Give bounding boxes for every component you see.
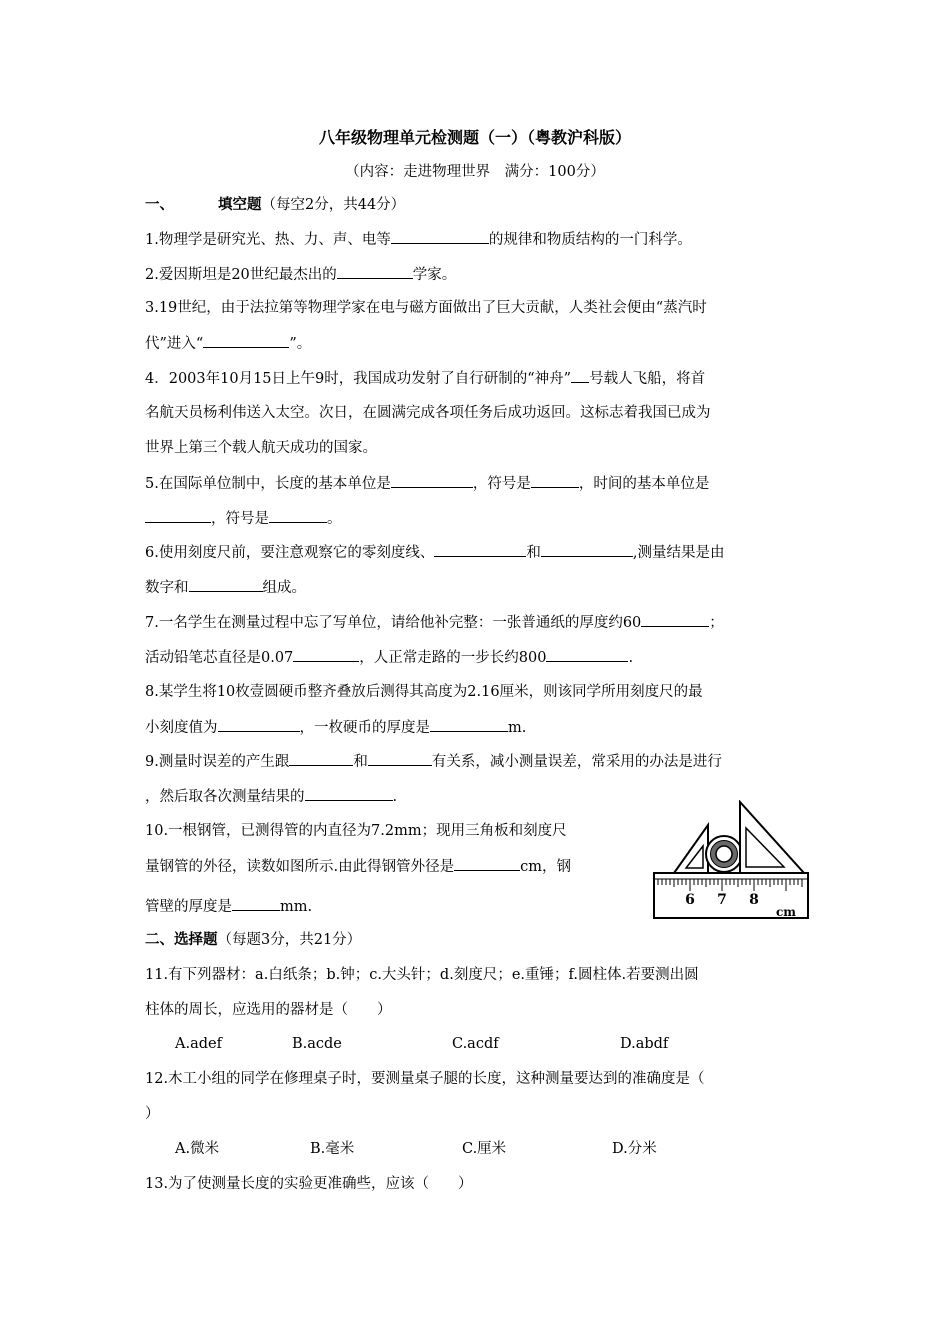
q5-text-c: ，时间的基本单位是 [578,476,710,492]
q10-text-a: 量钢管的外径，读数如图所示.由此得钢管外径是 [145,859,455,875]
q3-blank[interactable] [203,333,289,348]
question-13-line-1: 13.为了使测量长度的实验更准确些，应该（ ） [145,1176,473,1192]
ruler-unit-label: cm [775,905,797,919]
question-7-line-1 [145,612,724,633]
q11-option-d[interactable]: D.abdf [620,1036,669,1052]
q6-blank-3[interactable] [189,577,263,592]
q1-text-a: 1.物理学是研究光、热、力、声、电等 [145,232,391,248]
section-1-name: 填空题 [218,196,262,213]
question-10-line-2 [145,856,571,877]
q3-text-a: 代”进入“ [145,336,204,352]
question-6-line-2 [145,577,306,598]
q11-option-c[interactable]: C.acdf [452,1036,499,1052]
q7-blank-3[interactable] [546,647,628,662]
q8-text-a: 小刻度值为 [145,720,218,736]
q5-text-d: ，符号是 [211,511,269,527]
q9-text-b: 和 [353,754,368,770]
q12-option-b[interactable]: B.毫米 [310,1141,355,1157]
q6-blank-1[interactable] [434,542,526,557]
q6-text-e: 组成。 [262,580,306,596]
question-7-line-2 [145,647,633,668]
q10-text-b: cm，钢 [520,859,571,875]
q12-option-c[interactable]: C.厘米 [462,1141,507,1157]
section-2-name: 二、选择题 [145,931,218,948]
q7-text-d: ，人正常走路的一步长约800 [359,650,547,666]
question-3-line-2 [145,333,311,354]
q12-option-d[interactable]: D.分米 [612,1141,657,1157]
q6-text-c: ,测量结果是由 [632,545,725,561]
q6-text-a: 6.使用刻度尺前，要注意观察它的零刻度线、 [145,545,435,561]
q7-text-a: 7.一名学生在测量过程中忘了写单位，请给他补完整：一张普通纸的厚度约60 [145,615,642,631]
q5-blank-1[interactable] [391,473,473,488]
question-10-line-1: 10.一根钢管，已测得管的内直径为7.2mm；现用三角板和刻度尺 [145,823,567,839]
q10-blank-2[interactable] [232,896,280,911]
ruler-label-8: 8 [749,892,759,908]
question-12-line-1: 12.木工小组的同学在修理桌子时，要测量桌子腿的长度，这种测量要达到的准确度是（ [145,1071,705,1087]
question-8-line-2 [145,717,526,738]
question-6-line-1 [145,542,724,563]
q6-text-d: 数字和 [145,580,189,596]
q4-blank[interactable] [571,368,589,383]
ruler-label-7: 7 [717,892,727,908]
q6-blank-2[interactable] [541,542,633,557]
q5-text-b: ，符号是 [472,476,531,492]
q8-blank-2[interactable] [430,717,508,732]
page-title: 八年级物理单元检测题（一）（粤教沪科版） [318,128,631,147]
question-2 [145,264,456,285]
section-2-note: （每题3分，共21分） [217,932,362,948]
q7-text-e: . [628,650,634,666]
section-1-note: （每空2分，共44分） [261,197,406,213]
ruler-pipe-figure [650,800,812,922]
q3-text-b: ”。 [289,336,312,352]
q10-blank-1[interactable] [454,856,520,871]
q5-blank-4[interactable] [269,508,327,523]
q8-blank-1[interactable] [218,717,300,732]
ruler-label-6: 6 [685,892,695,908]
q10-text-d: mm. [280,899,313,915]
q4-text-b: 号载人飞船，将首 [589,371,706,387]
q7-blank-2[interactable] [293,647,359,662]
q9-blank-3[interactable] [305,786,393,801]
q4-text-a: 4．2003年10月15日上午9时，我国成功发射了自行研制的“神舟” [145,371,572,387]
q1-blank[interactable] [391,229,489,244]
q5-text-a: 5.在国际单位制中，长度的基本单位是 [145,476,391,492]
q9-text-a: 9.测量时误差的产生跟 [145,754,290,770]
q11-option-b[interactable]: B.acde [292,1036,342,1052]
section-2-heading [145,930,361,950]
q9-text-e: . [392,789,398,805]
q7-blank-1[interactable] [641,612,709,627]
q5-text-e: 。 [327,511,342,527]
question-9-line-1 [145,751,722,772]
q9-text-d: ，然后取各次测量结果的 [145,789,305,805]
q12-option-a[interactable]: A.微米 [175,1141,220,1157]
q8-text-b: ，一枚硬币的厚度是 [299,720,430,736]
q10-text-c: 管壁的厚度是 [145,899,232,915]
q11-option-a[interactable]: A.adef [175,1036,222,1052]
q6-text-b: 和 [526,545,541,561]
q2-text-a: 2.爱因斯坦是20世纪最杰出的 [145,267,337,283]
question-10-line-3 [145,896,312,917]
q8-text-c: m. [508,720,527,736]
question-5-line-1 [145,473,709,494]
question-12-line-2: ） [145,1106,160,1122]
question-11-line-1: 11.有下列器材：a.白纸条；b.钟；c.大头针；d.刻度尺；e.重锤；f.圆柱体.若要测出圆 [145,967,699,983]
q5-blank-3[interactable] [145,508,211,523]
q9-blank-2[interactable] [368,751,432,766]
question-5-line-2 [145,508,342,529]
question-3-line-1: 3.19世纪，由于法拉第等物理学家在电与磁方面做出了巨大贡献，人类社会便由“蒸汽时 [145,300,707,316]
q5-blank-2[interactable] [531,473,579,488]
question-4-line-2: 名航天员杨利伟送入太空。次日，在圆满完成各项任务后成功返回。这标志着我国已成为 [145,405,711,421]
question-9-line-2 [145,786,397,807]
q2-text-b: 学家。 [412,267,457,283]
page-subtitle: （内容：走进物理世界 满分：100分） [345,164,605,180]
q7-text-b: ； [709,615,724,631]
question-1 [145,229,692,250]
question-4-line-1 [145,368,705,389]
question-8-line-1: 8.某学生将10枚壹圆硬币整齐叠放后测得其高度为2.16厘米，则该同学所用刻度尺的最 [145,684,703,700]
question-11-line-2: 柱体的周长，应选用的器材是（ ） [145,1002,392,1018]
q9-blank-1[interactable] [289,751,353,766]
question-4-line-3: 世界上第三个载人航天成功的国家。 [145,440,377,456]
q9-text-c: 有关系，减小测量误差，常采用的办法是进行 [431,754,722,770]
pipe-inner [716,846,732,862]
section-1-number: 一、 [145,196,174,213]
q2-blank[interactable] [337,264,413,279]
q1-text-b: 的规律和物质结构的一门科学。 [488,232,692,248]
section-1-heading [145,195,405,215]
q7-text-c: 活动铅笔芯直径是0.07 [145,650,294,666]
